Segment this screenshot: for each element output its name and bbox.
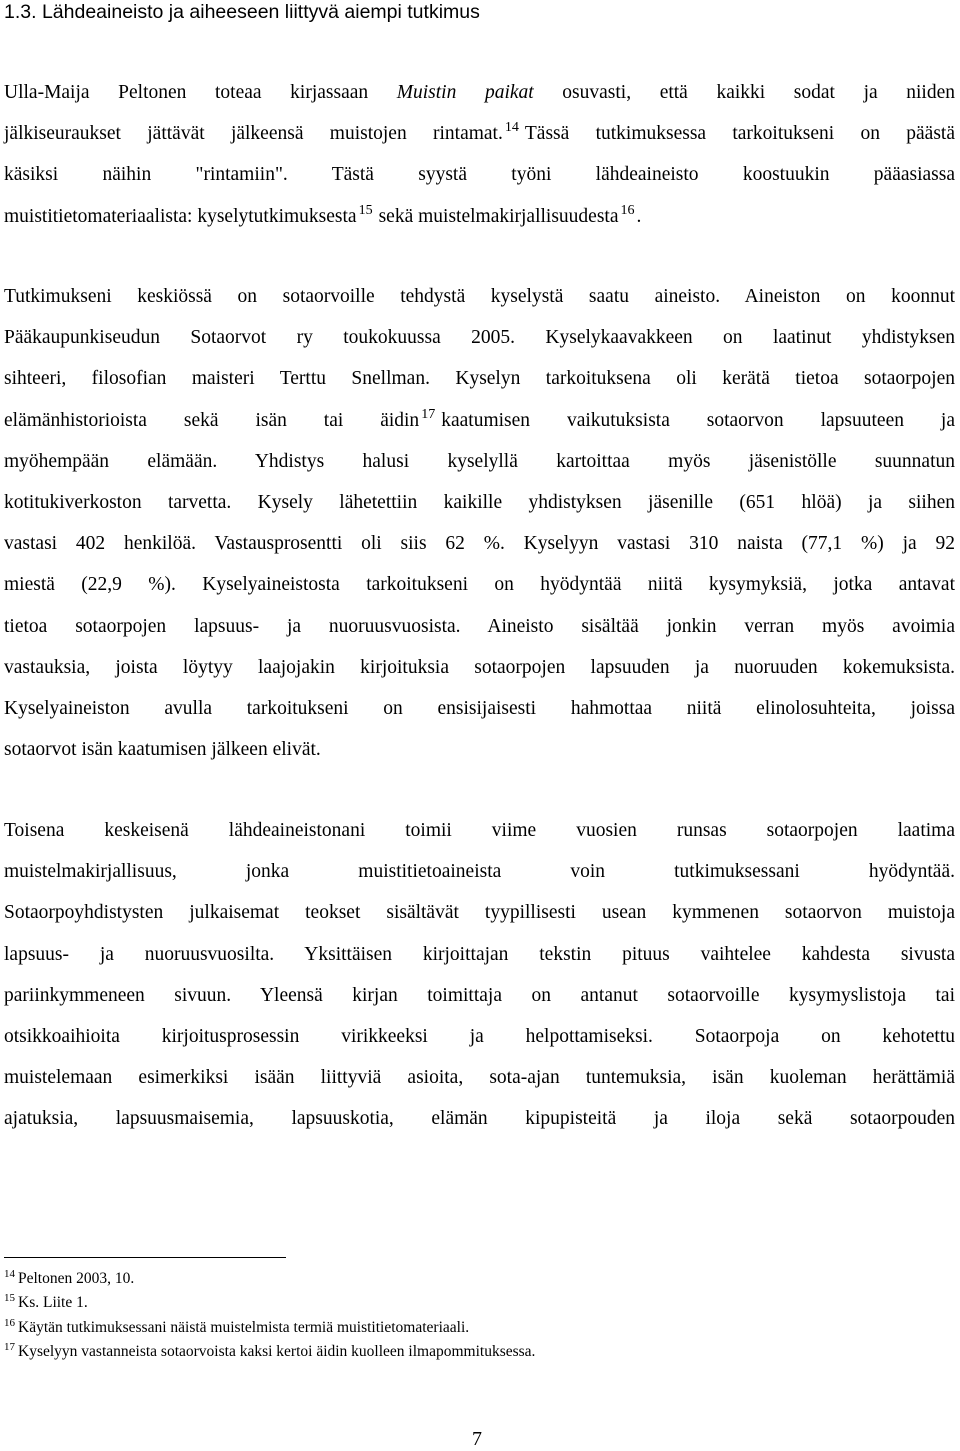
text-line: pariinkymmeneen sivuun. Yleensä kirjan toimittaja on antanut sotaorvoille kysymyslistoja tai: [4, 984, 955, 1006]
text-line: muistelemaan esimerkiksi isään liittyviä asioita, sota-ajan tuntemuksia, isän kuoleman herättämiä: [4, 1067, 955, 1089]
footnote: [4, 1318, 469, 1339]
footnote-number: 15: [4, 1292, 15, 1304]
text-line: sihteeri, filosofian maisteri Terttu Snellman. Kyselyn tarkoituksena oli kerätä tietoa sotaorpojen: [4, 368, 955, 390]
text-line: miestä (22,9 %). Kyselyaineistosta tarkoitukseni on hyödyntää niitä kysymyksiä, jotka antavat: [4, 574, 955, 596]
text-line: Ulla-Maija Peltonen toteaa kirjassaan Muistin paikat osuvasti, että kaikki sodat ja niiden: [4, 82, 955, 103]
paragraph-survey: [4, 276, 955, 770]
text-line: Toisena keskeisenä lähdeaineistonani toimii viime vuosien runsas sotaorpojen laatima: [4, 820, 955, 841]
footnote-text: Ks. Liite 1.: [18, 1294, 88, 1311]
paragraph-memoirs: [4, 810, 955, 1140]
text-line: Kyselyaineiston avulla tarkoitukseni on ensisijaisesti hahmottaa niitä elinolosuhteita, joissa: [4, 698, 955, 720]
footnote-text: Kyselyyn vastanneista sotaorvoista kaksi kertoi äidin kuolleen ilmapommituksessa.: [18, 1343, 536, 1360]
footnote-number: 16: [4, 1317, 15, 1329]
text-line: Tutkimukseni keskiössä on sotaorvoille tehdystä kyselystä saatu aineisto. Aineiston on koonnut: [4, 286, 955, 307]
text-line: Pääkaupunkiseudun Sotaorvot ry toukokuussa 2005. Kyselykaavakkeen on laatinut yhdistyksen: [4, 327, 955, 349]
text-line: Sotaorpoyhdistysten julkaisemat teokset sisältävät tyypillisesti usean kymmenen sotaorvon muistoja: [4, 902, 955, 924]
footnote: [4, 1293, 88, 1314]
text-line: ajatuksia, lapsuusmaisemia, lapsuuskotia, elämän kipupisteitä ja iloja sekä sotaorpouden: [4, 1108, 955, 1130]
text-line: myöhempään elämään. Yhdistys halusi kyselyllä kartoittaa myös jäsenistölle suunnatun: [4, 450, 955, 472]
text-line: elämänhistorioista sekä isän tai äidin 17 kaatumisen vaikutuksista sotaorvon lapsuuteen ja: [4, 405, 955, 431]
footnote-number: 14: [4, 1268, 15, 1280]
text-line: käsiksi näihin "rintamiin". Tästä syystä työni lähdeaineisto koostuukin pääasiassa: [4, 164, 955, 186]
text-line: vastasi 402 henkilöä. Vastausprosentti oli siis 62 %. Kyselyyn vastasi 310 naista (77,1 %) ja 92: [4, 533, 955, 555]
footnote-divider: [4, 1257, 286, 1258]
footnote: [4, 1269, 134, 1290]
text-line: muistelmakirjallisuus, jonka muistitietoaineista voin tutkimuksessani hyödyntää.: [4, 861, 955, 883]
text-line: muistitietomateriaalista: kyselytutkimuksesta 15 sekä muistelmakirjallisuudesta 16 .: [4, 201, 642, 227]
footnote-number: 17: [4, 1341, 15, 1353]
section-heading: 1.3. Lähdeaineisto ja aiheeseen liittyvä aiempi tutkimus: [4, 1, 480, 23]
text-line: sotaorvot isän kaatumisen jälkeen elivät.: [4, 739, 321, 761]
text-line: vastauksia, joista löytyy laajojakin kirjoituksia sotaorpojen lapsuuden ja nuoruuden kokemuksista.: [4, 656, 955, 678]
footnote-text: Peltonen 2003, 10.: [18, 1270, 135, 1287]
text-line: tietoa sotaorpojen lapsuus- ja nuoruusvuosista. Aineisto sisältää jonkin verran myös avoimia: [4, 615, 955, 637]
text-line: jälkiseuraukset jättävät jälkeensä muistojen rintamat. 14 Tässä tutkimuksessa tarkoitukseni on päästä: [4, 119, 955, 145]
text-line: lapsuus- ja nuoruusvuosilta. Yksittäisen kirjoittajan tekstin pituus vaihtelee kahdesta sivusta: [4, 943, 955, 965]
text-line: kotitukiverkoston tarvetta. Kysely lähetettiin kaikille yhdistyksen jäsenille (651 hlöä) ja siihen: [4, 492, 955, 514]
footnote: [4, 1342, 535, 1363]
paragraph-intro: [4, 72, 955, 237]
page-number: 7: [472, 1428, 482, 1450]
book-title: Muistin paikat: [396, 82, 534, 103]
text-line: otsikkoaihioita kirjoitusprosessin virikkeeksi ja helpottamiseksi. Sotaorpoja on kehotettu: [4, 1026, 955, 1048]
footnote-text: Käytän tutkimuksessani näistä muistelmista termiä muistitietomateriaali.: [18, 1319, 470, 1336]
